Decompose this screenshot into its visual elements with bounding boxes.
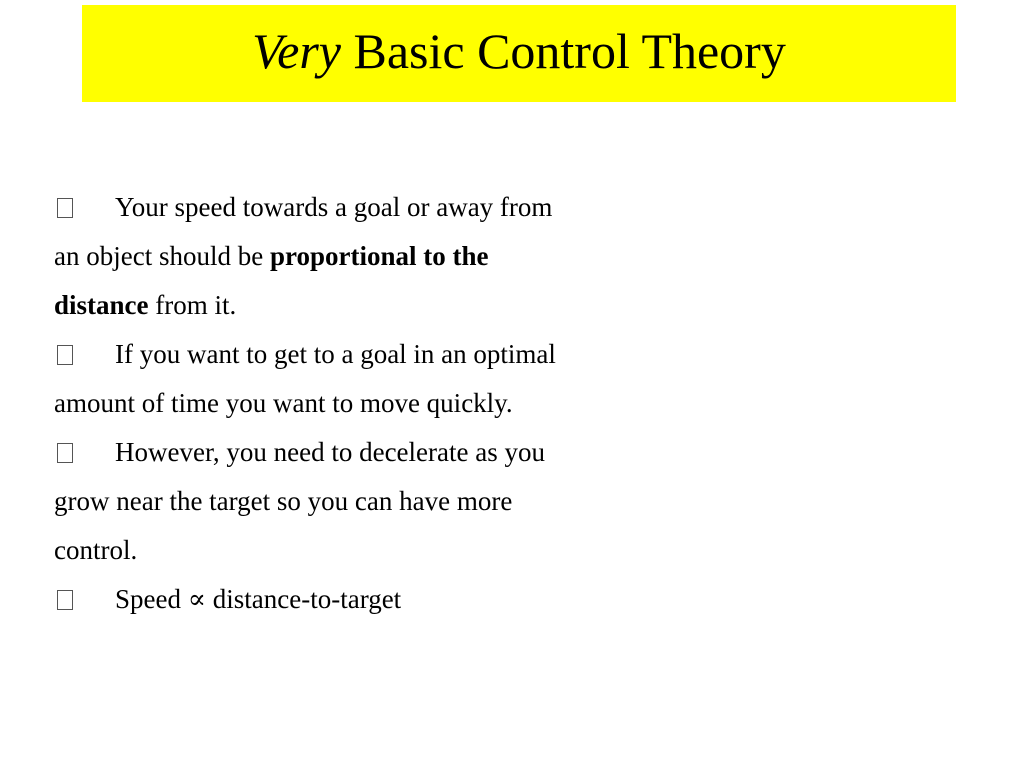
bullet-1-bold-text: distance (54, 290, 149, 320)
bullet-2-text: amount of time you want to move quickly. (54, 388, 513, 418)
bullet-4-line-1 (54, 575, 694, 624)
slide-title (252, 22, 786, 79)
title-banner (82, 5, 956, 102)
bullet-3-text: grow near the target so you can have more (54, 486, 513, 516)
bullet-2-text: If you want to get to a goal in an optimal (115, 339, 556, 369)
bullet-3-line-1 (54, 428, 694, 477)
bullet-2-line-2 (54, 379, 694, 428)
bullet-1-line-2 (54, 232, 694, 281)
bullet-3-line-2 (54, 477, 694, 526)
bullet-3-text: control. (54, 535, 138, 565)
bullet-1-line-3 (54, 281, 694, 330)
bullet-1-text: from it. (148, 290, 237, 320)
bullet-1-line-1 (54, 183, 694, 232)
square-bullet-icon (57, 198, 73, 218)
bullet-1-text: Your speed towards a goal or away from (115, 192, 553, 222)
slide-body (54, 183, 694, 624)
square-bullet-icon (57, 443, 73, 463)
title-rest: Basic Control Theory (340, 22, 786, 79)
bullet-4-text: Speed ∝ distance-to-target (115, 584, 402, 614)
title-italic-word: Very (252, 22, 341, 79)
bullet-3-text: However, you need to decelerate as you (115, 437, 545, 467)
bullet-3-line-3 (54, 526, 694, 575)
bullet-2-line-1 (54, 330, 694, 379)
bullet-1-bold-text: proportional to the (269, 241, 489, 271)
square-bullet-icon (57, 590, 73, 610)
bullet-1-text: an object should be (54, 241, 270, 271)
square-bullet-icon (57, 345, 73, 365)
